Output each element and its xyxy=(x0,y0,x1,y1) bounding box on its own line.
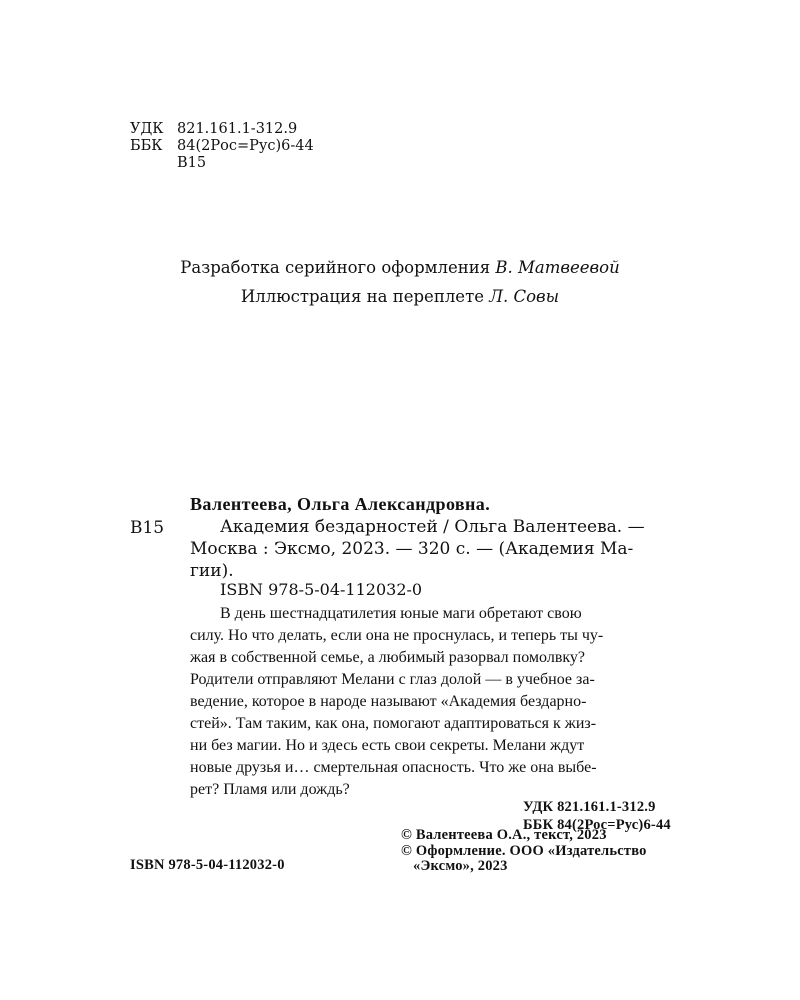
annotation-line: рет? Пламя или дождь? xyxy=(190,781,350,798)
bbk-line xyxy=(130,138,314,155)
bbk-value: 84(2Рос=Рус)6-44 xyxy=(177,138,314,154)
card-bbk: ББК 84(2Рос=Рус)6-44 xyxy=(523,817,671,833)
catalog-line-2: Москва : Эксмо, 2023. — 320 с. — (Академия Ма- xyxy=(190,539,634,559)
copyright-design-line-2: «Эксмо», 2023 xyxy=(413,858,508,874)
udk-line xyxy=(130,121,297,138)
catalog-line-3: гии). xyxy=(190,561,234,581)
annotation-line: Родители отправляют Мелани с глаз долой — в учебное за- xyxy=(190,671,595,688)
annotation-line: силу. Но что делать, если она не проснулась, и теперь ты чу- xyxy=(190,627,604,644)
illustration-credit-name: Л. Совы xyxy=(489,287,560,306)
design-credit xyxy=(0,258,800,277)
annotation-line: новые друзья и… смертельная опасность. Что же она выбе- xyxy=(190,759,597,776)
design-credit-prefix: Разработка серийного оформления xyxy=(180,258,491,277)
catalog-line-1: Академия бездарностей / Ольга Валентеева. — xyxy=(220,517,645,537)
catalog-isbn: ISBN 978-5-04-112032-0 xyxy=(220,580,423,599)
udk-label: УДК xyxy=(130,121,164,137)
card-udk: УДК 821.161.1-312.9 xyxy=(523,799,656,815)
design-credit-name: В. Матвеевой xyxy=(495,258,620,277)
illustration-credit xyxy=(0,287,800,306)
catalog-author-heading: Валентеева, Ольга Александровна. xyxy=(190,494,491,514)
annotation-line: ведение, которое в народе называют «Академия бездарно- xyxy=(190,693,587,710)
annotation-line: В день шестнадцатилетия юные маги обретают свою xyxy=(220,605,582,622)
copyright-design-line-1: © Оформление. ООО «Издательство xyxy=(401,843,647,859)
catalog-code: В15 xyxy=(130,518,165,538)
annotation-line: стей». Там таким, как она, помогают адаптироваться к жиз- xyxy=(190,715,597,732)
udk-value: 821.161.1-312.9 xyxy=(177,121,298,137)
copyright-author: © Валентеева О.А., текст, 2023 xyxy=(401,827,607,843)
annotation-line: ни без магии. Но и здесь есть свои секреты. Мелани ждут xyxy=(190,737,585,754)
illustration-credit-prefix: Иллюстрация на переплете xyxy=(240,287,484,306)
footer-isbn: ISBN 978-5-04-112032-0 xyxy=(130,857,285,873)
author-mark: В15 xyxy=(177,155,207,171)
annotation-line: жая в собственной семье, а любимый разорвал помолвку? xyxy=(190,649,586,666)
bbk-label: ББК xyxy=(130,138,163,154)
